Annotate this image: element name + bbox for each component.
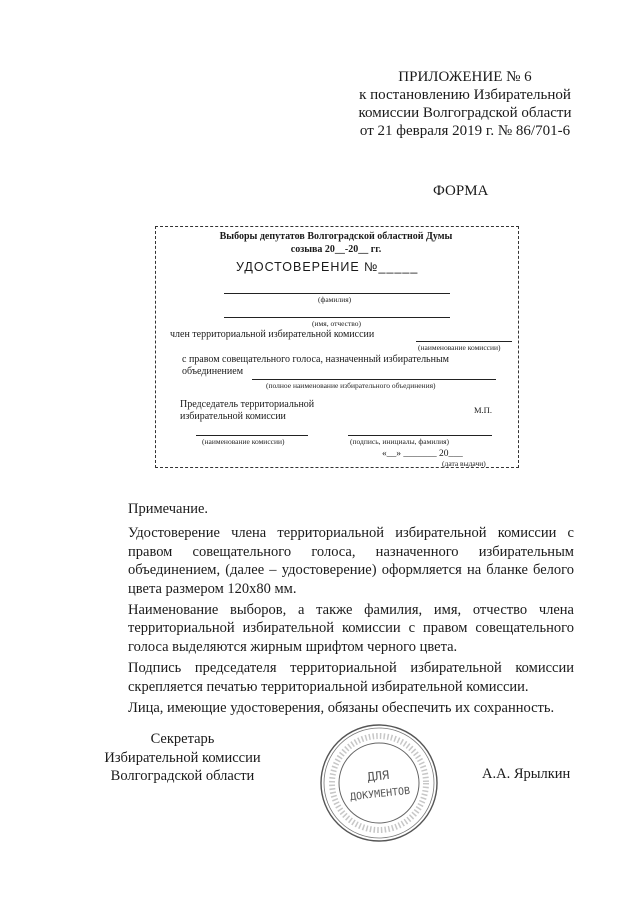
notes-paragraph-2: Наименование выборов, а также фамилия, имя, отчество члена территориальной избирательной комиссии с правом совещательного голоса выделяются жирным шрифтом черного цвета.: [128, 602, 574, 655]
signature-line: [348, 435, 492, 436]
appendix-line-4: от 21 февраля 2019 г. № 86/701-6: [359, 123, 571, 139]
signature-title-2: Избирательной комиссии: [104, 749, 261, 766]
name-line: [224, 317, 450, 318]
cert-heading: УДОСТОВЕРЕНИЕ №_____: [236, 260, 419, 274]
stamp-inner-text-2: ДОКУМЕНТОВ: [349, 785, 411, 804]
notes-paragraph-3: Подпись председателя территориальной избирательной комиссии скрепляется печатью территориальной избирательной комиссии.: [128, 660, 574, 695]
signature-name: А.А. Ярылкин: [482, 766, 571, 782]
mp-label: М.П.: [474, 405, 492, 415]
commission-line: [416, 341, 512, 342]
hint-date: (дата выдачи): [442, 459, 486, 468]
chair-line-2: избирательной комиссии: [180, 411, 286, 422]
appendix-line-1: ПРИЛОЖЕНИЕ № 6: [398, 69, 532, 85]
stamp-seal: [318, 722, 440, 844]
assoc-line: [252, 379, 496, 380]
hint-name: (имя, отчество): [312, 319, 362, 328]
notes-heading: Примечание.: [128, 501, 209, 517]
surname-line: [224, 293, 450, 294]
hint-commission: (наименование комиссии): [418, 343, 501, 352]
rights-text: с правом совещательного голоса, назначенный избирательным: [182, 354, 450, 365]
appendix-block: [345, 68, 585, 140]
member-text: член территориальной избирательной комиссии: [170, 329, 375, 340]
cert-title-1: Выборы депутатов Волгоградской областной Думы: [219, 231, 453, 242]
hint-assoc: (полное наименование избирательного объединения): [266, 381, 436, 390]
stamp-inner-text-1: ДЛЯ: [366, 767, 390, 785]
commission-name-line: [196, 435, 308, 436]
hint-surname: (фамилия): [318, 295, 352, 304]
signature-block: [95, 730, 270, 786]
appendix-line-3: комиссии Волгоградской области: [358, 105, 572, 121]
notes-paragraph-1: Удостоверение члена территориальной избирательной комиссии с правом совещательного голоса, назначенного избирательным объединением, (далее – удостоверение) оформляется на бланке белого цвета размером 120х80 мм.: [128, 525, 574, 597]
hint-signature: (подпись, инициалы, фамилия): [350, 437, 450, 446]
signature-title-3: Волгоградской области: [110, 768, 255, 784]
form-label: ФОРМА: [433, 183, 489, 199]
assoc-text: объединением: [182, 366, 244, 377]
notes-section: [128, 500, 574, 717]
notes-paragraph-4: Лица, имеющие удостоверения, обязаны обеспечить их сохранность.: [128, 700, 555, 717]
certificate-form: [155, 226, 519, 468]
chair-line-1: Председатель территориальной: [180, 399, 315, 410]
cert-title-2: созыва 20__-20__ гг.: [290, 244, 382, 255]
hint-commission-2: (наименование комиссии): [202, 437, 285, 446]
date-text: «__» _______ 20___: [382, 449, 463, 459]
signature-title-1: Секретарь: [150, 731, 215, 747]
appendix-line-2: к постановлению Избирательной: [359, 87, 571, 103]
